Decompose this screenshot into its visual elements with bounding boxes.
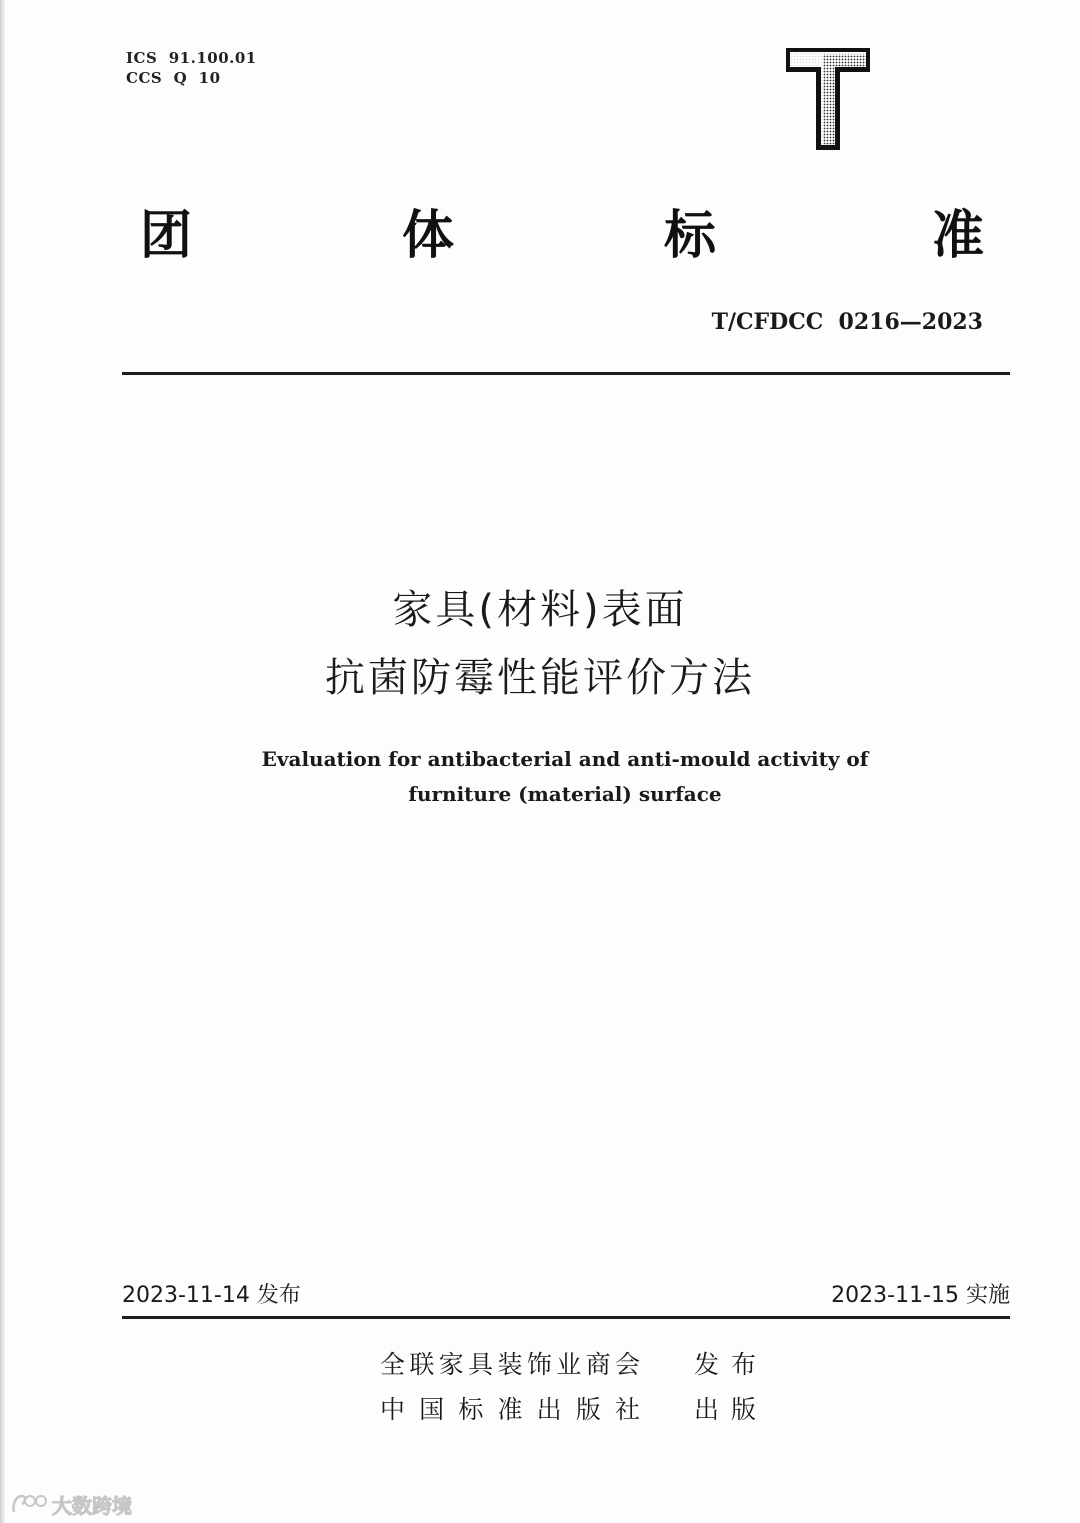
classification-codes bbox=[126, 48, 257, 88]
document-category bbox=[140, 196, 1000, 276]
publisher-role: 发布 bbox=[694, 1350, 769, 1379]
press-name: 中国标准出版社 bbox=[380, 1395, 640, 1424]
title-chinese-line-2: 抗菌防霉性能评价方法 bbox=[325, 655, 755, 701]
issue-date: 2023-11-14 发布 bbox=[122, 1283, 301, 1308]
title-english-line-2: furniture (material) surface bbox=[408, 782, 722, 806]
category-char: 标 bbox=[664, 206, 717, 266]
title-english-line-1: Evaluation for antibacterial and anti-mould activity of bbox=[261, 747, 869, 771]
group-standard-t-logo bbox=[784, 46, 874, 152]
title-chinese-line-1: 家具(材料)表面 bbox=[392, 587, 688, 633]
ics-code: ICS 91.100.01 bbox=[126, 49, 257, 67]
press-row bbox=[380, 1392, 768, 1428]
implementation-date: 2023-11-15 实施 bbox=[831, 1283, 1010, 1308]
publisher-name: 全联家具装饰业商会 bbox=[380, 1350, 640, 1379]
watermark bbox=[10, 1488, 132, 1520]
watermark-logo-icon bbox=[10, 1492, 48, 1516]
ccs-code: CCS Q 10 bbox=[126, 69, 221, 87]
press-role: 出版 bbox=[694, 1395, 769, 1424]
watermark-text: 大数跨境 bbox=[52, 1493, 132, 1518]
footer-divider bbox=[122, 1316, 1010, 1319]
standard-number: T/CFDCC 0216—2023 bbox=[711, 309, 983, 335]
header-divider bbox=[122, 372, 1010, 375]
category-char: 准 bbox=[932, 206, 985, 266]
category-char: 团 bbox=[140, 206, 193, 266]
publisher-row bbox=[380, 1347, 768, 1383]
category-char: 体 bbox=[402, 206, 455, 266]
